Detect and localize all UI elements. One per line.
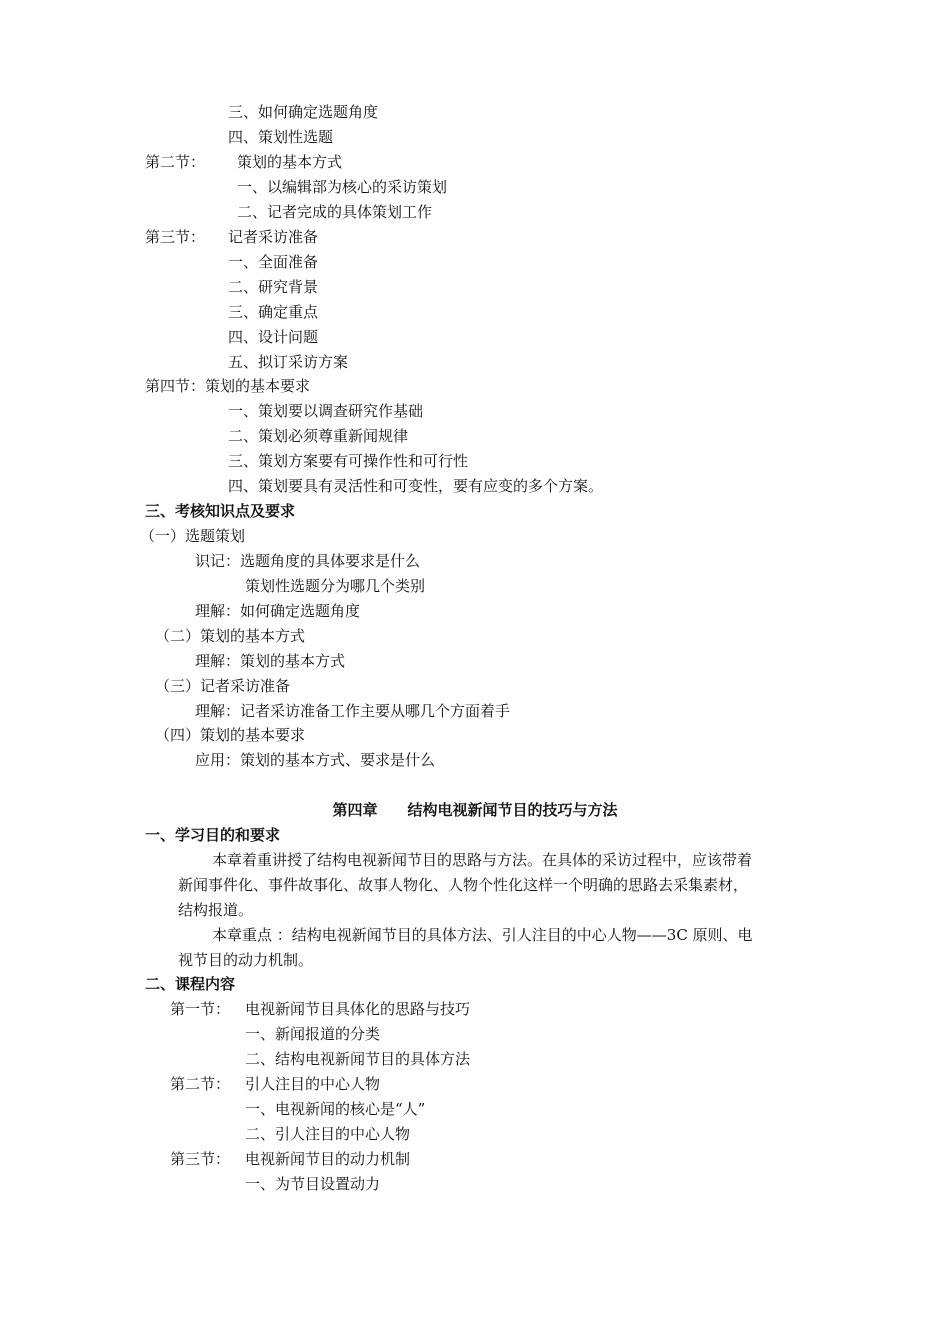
assessment-item: （二）策划的基本方式 <box>155 627 306 645</box>
section-title: 电视新闻节目具体化的思路与技巧 <box>245 1000 471 1018</box>
goals-heading: 一、学习目的和要求 <box>145 826 281 844</box>
section-label: 第一节： <box>170 1000 231 1018</box>
outline-item: 五、拟订采访方案 <box>228 353 349 371</box>
outline-item: 一、为节目设置动力 <box>245 1175 381 1193</box>
section-label: 第二节： <box>170 1075 231 1093</box>
section-title: 策划的基本方式 <box>237 153 343 171</box>
assessment-item: （四）策划的基本要求 <box>155 726 306 744</box>
paragraph-line: 结构报道。 <box>178 901 254 919</box>
assessment-heading: 三、考核知识点及要求 <box>145 502 296 520</box>
outline-item: 二、记者完成的具体策划工作 <box>237 203 433 221</box>
paragraph-line: 本章重点 ：结构电视新闻节目的具体方法、引人注目的中心人物——3C 原则、电 <box>212 926 753 944</box>
outline-item: 二、研究背景 <box>228 278 319 296</box>
outline-item: 一、全面准备 <box>228 253 319 271</box>
section-label: 第三节： <box>170 1150 231 1168</box>
assessment-item: （三）记者采访准备 <box>155 677 291 695</box>
outline-item: 一、电视新闻的核心是“人” <box>245 1100 426 1118</box>
assessment-item: （一）选题策划 <box>140 527 246 545</box>
section-label: 第三节： <box>145 228 206 246</box>
outline-item: 二、策划必须尊重新闻规律 <box>228 427 409 445</box>
paragraph-line: 新闻事件化、事件故事化、故事人物化、人物个性化这样一个明确的思路去采集素材， <box>178 876 749 894</box>
assessment-detail: 理解：策划的基本方式 <box>195 652 346 670</box>
content-heading: 二、课程内容 <box>145 975 236 993</box>
section-label: 第二节： <box>145 153 206 171</box>
section-title: 记者采访准备 <box>228 228 319 246</box>
outline-item: 一、策划要以调查研究作基础 <box>228 402 424 420</box>
outline-item: 三、确定重点 <box>228 303 319 321</box>
assessment-detail: 策划性选题分为哪几个类别 <box>245 577 426 595</box>
chapter-title: 第四章 结构电视新闻节目的技巧与方法 <box>332 801 618 819</box>
paragraph-line: 本章着重讲授了结构电视新闻节目的思路与方法。在具体的采访过程中，应该带着 <box>212 851 753 869</box>
outline-item: 二、引人注目的中心人物 <box>245 1125 411 1143</box>
paragraph-line: 视节目的动力机制。 <box>178 951 314 969</box>
outline-item: 三、策划方案要有可操作性和可行性 <box>228 452 469 470</box>
assessment-detail: 理解：如何确定选题角度 <box>195 602 361 620</box>
outline-item: 四、策划性选题 <box>228 128 334 146</box>
outline-item: 一、新闻报道的分类 <box>245 1025 381 1043</box>
assessment-detail: 理解：记者采访准备工作主要从哪几个方面着手 <box>195 702 511 720</box>
outline-item: 四、策划要具有灵活性和可变性，要有应变的多个方案。 <box>228 477 604 495</box>
section-title: 引人注目的中心人物 <box>245 1075 381 1093</box>
outline-item: 四、设计问题 <box>228 328 319 346</box>
section-heading: 第四节：策划的基本要求 <box>145 377 311 395</box>
assessment-detail: 识记：选题角度的具体要求是什么 <box>195 552 421 570</box>
outline-item: 一、以编辑部为核心的采访策划 <box>237 178 448 196</box>
section-title: 电视新闻节目的动力机制 <box>245 1150 411 1168</box>
assessment-detail: 应用：策划的基本方式、要求是什么 <box>195 751 436 769</box>
outline-item: 三、如何确定选题角度 <box>228 103 379 121</box>
outline-item: 二、结构电视新闻节目的具体方法 <box>245 1050 471 1068</box>
